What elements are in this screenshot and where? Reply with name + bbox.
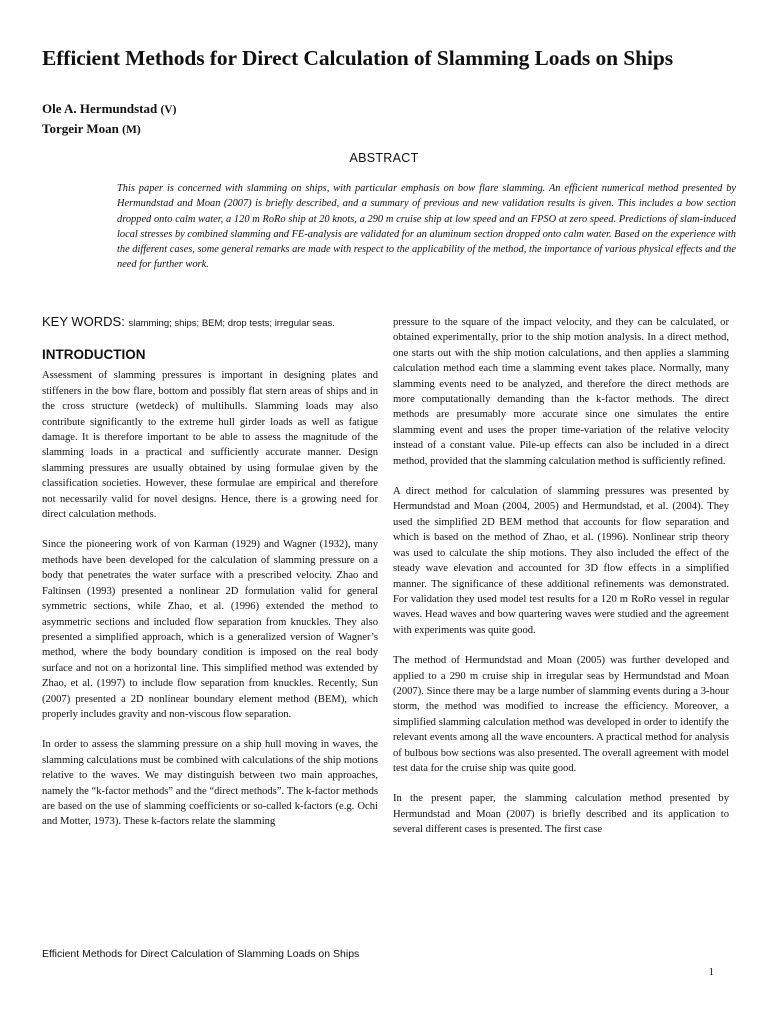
author-name: Ole A. Hermundstad xyxy=(42,101,158,116)
abstract-text: This paper is concerned with slamming on ships, with particular emphasis on bow flare slamming. An efficient numerical method presented by Hermundstad and Moan (2007) is briefly described, and a summary of previous and new validation results is given. This includes a bow section dropped onto calm water, a 120 m RoRo ship at 20 knots, a 290 m cruise ship at low speed and an FPSO at zero speed. Predictions of slam-induced local stresses by combined slamming and FE-analysis are validated for an aluminum section dropped onto calm water. Based on the experience with the different cases, some general remarks are made with respect to the applicability of the method, the importance of various physical effects and the need for further work. xyxy=(117,183,736,271)
abstract-heading: ABSTRACT xyxy=(349,151,419,165)
author-1 xyxy=(42,101,176,117)
introduction-heading: INTRODUCTION xyxy=(42,347,146,363)
keywords-label: KEY WORDS xyxy=(42,314,122,329)
paragraph: In order to assess the slamming pressure on a ship hull moving in waves, the slamming calculations must be combined with calculations of the ship motions relative to the waves. We may distinguish between two main approaches, namely the “k-factor methods” and the “direct methods”. The k-factor methods are based on the use of slamming coefficients or so-called k-factors (e.g. Ochi and Motter, 1973). These k-factors relate the slamming xyxy=(42,739,378,828)
paragraph: In the present paper, the slamming calculation method presented by Hermundstad and Moan (2007) is briefly described and its application to several different cases is presented. The first case xyxy=(393,793,729,836)
keywords: KEY WORDS: slamming; ships; BEM; drop tests; irregular seas. xyxy=(42,314,335,329)
paragraph: A direct method for calculation of slamming pressures was presented by Hermundstad and Moan (2004, 2005) and Hermundstad, et al. (2004). They used the simplified 2D BEM method that accounts for flow separation and which is based on the method of Zhao, et al. (1996). Nonlinear strip theory was used to calculate the ship motions. They also included the effect of the steady wave elevation and accounted for 3D flow effects in a simplified manner. The significance of these additional refinements was demonstrated. For validation they used model test results for a 120 m RoRo vessel in regular waves. Head waves and bow quartering waves were studied and the agreement with experiments was quite good. xyxy=(393,486,729,636)
right-column xyxy=(393,315,729,853)
left-column xyxy=(42,314,378,845)
author-name: Torgeir Moan xyxy=(42,121,119,136)
paragraph: pressure to the square of the impact velocity, and they can be calculated, or obtained experimentally, prior to the ship motion analysis. In a direct method, one starts out with the ship motion calculations, and then applies a slamming calculation method each time a slamming event takes place. Normally, many slamming events need to be analyzed, and therefore the direct methods are more computationally demanding than the k-factor methods. The direct methods are presumably more accurate since one simulates the entire slamming event and uses the proper time-variation of the relative velocity instead of a constant value. Pile-up effects can also be included in a direct method, provided that the slamming calculation method is sufficiently refined. xyxy=(393,317,729,467)
paragraph: Assessment of slamming pressures is important in designing plates and stiffeners in the bow flare, bottom and possibly flat stern areas of ships and in the cross structure (wetdeck) of multihulls. Slamming loads may also contribute significantly to the extreme hull girder loads as well as fatigue damage. It is therefore important to be able to assess the magnitude of the slamming loads in a practical and sufficiently accurate manner. Design slamming pressures are usually obtained by using formulae given by the classification societies. However, these formulae are empirical and therefore not necessarily valid for novel designs. Hence, there is a growing need for direct calculation methods. xyxy=(42,370,378,521)
author-2 xyxy=(42,121,141,137)
author-grade: (V) xyxy=(160,104,177,116)
author-grade: (M) xyxy=(122,124,141,136)
page-number: 1 xyxy=(708,966,714,978)
running-footer: Efficient Methods for Direct Calculation of Slamming Loads on Ships xyxy=(42,948,360,960)
paper-title: Efficient Methods for Direct Calculation of Slamming Loads on Ships xyxy=(42,46,673,70)
keywords-text: slamming; ships; BEM; drop tests; irregular seas. xyxy=(128,318,335,329)
paragraph: Since the pioneering work of von Karman (1929) and Wagner (1932), many methods have been developed for the calculation of slamming pressure on a body that penetrates the water surface with a prescribed velocity. Zhao and Faltinsen (1993) presented a nonlinear 2D formulation valid for general symmetric sections, while Zhao, et al. (1996) extended the method to asymmetric sections and included flow separation from knuckles. They also presented a simplified approach, which is a generalized version of Wagner’s method, where the body boundary condition is imposed on the real body surface and not on a horizontal line. This simplified method was extended by Zhao, et al. (1997) to include flow separation from knuckles. Recently, Sun (2007) presented a 2D nonlinear boundary element method (BEM), which properly includes gravity and non-viscous flow separation. xyxy=(42,539,378,720)
paragraph: The method of Hermundstad and Moan (2005) was further developed and applied to a 290 m cruise ship in irregular seas by Hermundstad and Moan (2007). Since there may be a large number of slamming events during a 3-hour storm, the method was modified to increase the efficiency. Moreover, a simplified slamming calculation method was developed in order to identify the relevant events among all the wave encounters. A practical method for analysis of bulbous bow sections was also presented. The overall agreement with model test data for the cruise ship was quite good. xyxy=(393,655,729,774)
